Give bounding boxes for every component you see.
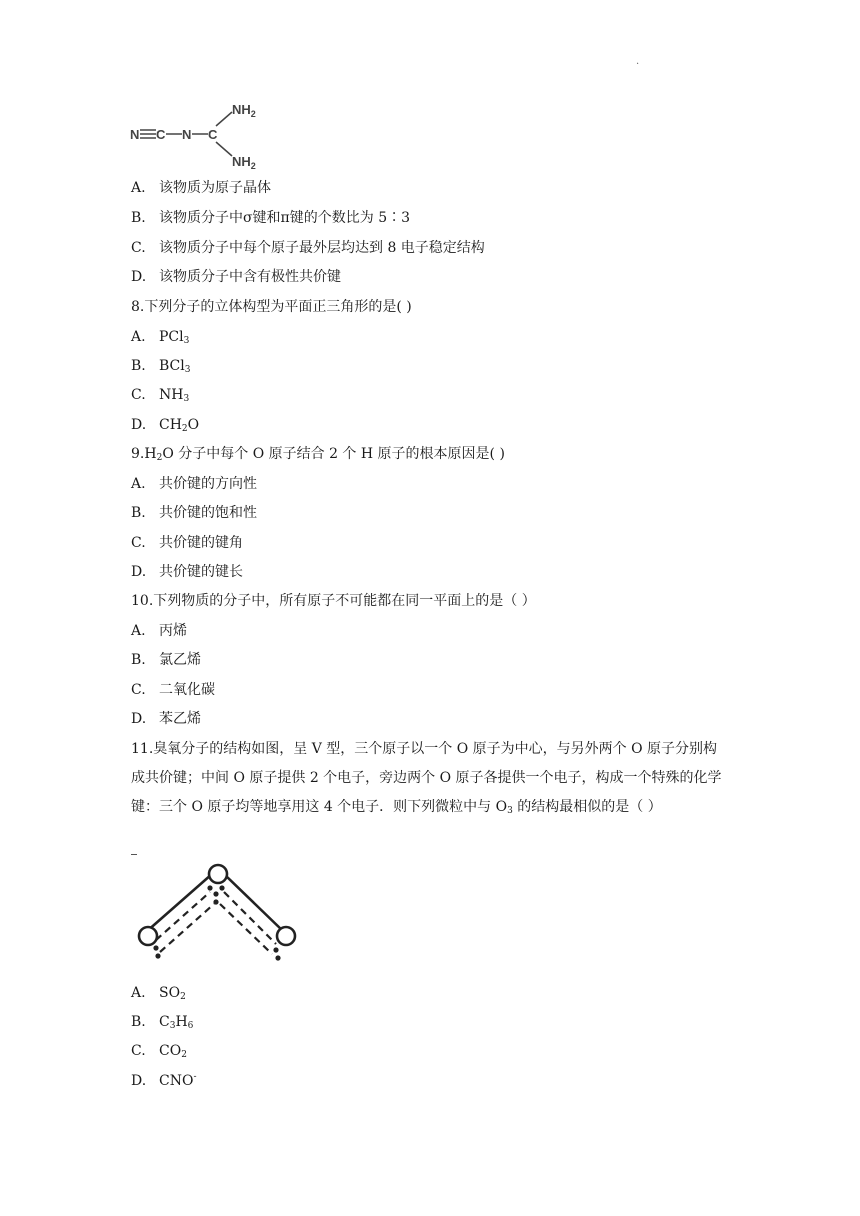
atom-c1: C <box>156 127 166 142</box>
q8-stem: 8.下列分子的立体构型为平面正三角形的是( ) <box>131 299 412 315</box>
q11-stem: 11.臭氧分子的结构如图，呈 V 型，三个原子以一个 O 原子为中心，与另外两个 O 原子分别构成共价键；中间 O 原子提供 2 个电子，旁边两个 O 原子各提供一个电子，构成一个特殊的化学键：三个 O 原子均等地享用这 4 个电子．则下列微粒中与 $O_3$ 的结构最相似的是（ ） <box>131 741 722 816</box>
bond-c-nh2-top <box>216 112 232 126</box>
q9-option-b: B. 共价键的饱和性 <box>131 505 257 521</box>
bond-right-outer <box>224 874 284 932</box>
q11-option-b: B. $C_3H_6$ <box>131 1014 194 1031</box>
electron-dot <box>153 945 158 950</box>
electron-dot <box>207 885 212 890</box>
oxygen-atom-right <box>277 927 295 945</box>
q10-option-a: A. 丙烯 <box>131 623 187 639</box>
oxygen-atom-left <box>139 927 157 945</box>
atom-n2: N <box>182 127 192 142</box>
q7-option-d: D. 该物质分子中含有极性共价键 <box>131 269 341 285</box>
electron-dot <box>213 891 218 896</box>
q9-option-a: A. 共价键的方向性 <box>131 476 257 492</box>
figure-marker <box>131 854 137 855</box>
q11-option-c: C. $CO_2$ <box>131 1043 187 1060</box>
q9-stem: $9.H_2O$ 分子中每个 O 原子结合 2 个 H 原子的根本原因是( ) <box>131 446 505 463</box>
q8-option-d: D. $CH_2O$ <box>131 417 200 434</box>
q7-option-c: C. 该物质分子中每个原子最外层均达到 8 电子稳定结构 <box>131 240 485 256</box>
q8-option-c: C. $NH_3$ <box>131 387 190 404</box>
q9-option-d: D. 共价键的键长 <box>131 564 243 580</box>
q7-option-b: B. 该物质分子中σ键和π键的个数比为 5∶3 <box>131 210 411 226</box>
q8-option-b: B. BCl$_3$ <box>131 358 191 375</box>
q9-option-c: C. 共价键的键角 <box>131 535 243 551</box>
q10-option-d: D. 苯乙烯 <box>131 711 201 727</box>
oxygen-atom-center <box>209 865 227 883</box>
q7-option-a: A. 该物质为原子晶体 <box>131 180 271 196</box>
q10-option-c: C. 二氧化碳 <box>131 682 215 698</box>
bond-c-nh2-bottom <box>216 142 232 156</box>
page-marker: . <box>636 56 640 67</box>
electron-dot <box>213 899 218 904</box>
bond-left-outer <box>146 874 212 932</box>
q11-option-a: A. $SO_2$ <box>131 985 186 1002</box>
electron-dot <box>275 955 280 960</box>
atom-n1: N <box>130 127 140 142</box>
nh2-top-label: $NH_2$ <box>232 102 256 119</box>
q10-option-b: B. 氯乙烯 <box>131 652 201 668</box>
atom-c2: C <box>208 127 218 142</box>
electron-dot <box>155 953 160 958</box>
q8-option-a: A. PCl$_3$ <box>131 329 190 346</box>
q11-option-d: D. CNO- <box>131 1072 197 1089</box>
ozone-structure-figure <box>136 858 304 970</box>
electron-dot <box>273 947 278 952</box>
q10-stem: 10.下列物质的分子中，所有原子不可能都在同一平面上的是（ ） <box>131 593 536 609</box>
dicyandiamide-structure-figure <box>128 98 268 172</box>
nh2-bottom-label: $NH_2$ <box>232 154 256 171</box>
electron-dot <box>219 885 224 890</box>
